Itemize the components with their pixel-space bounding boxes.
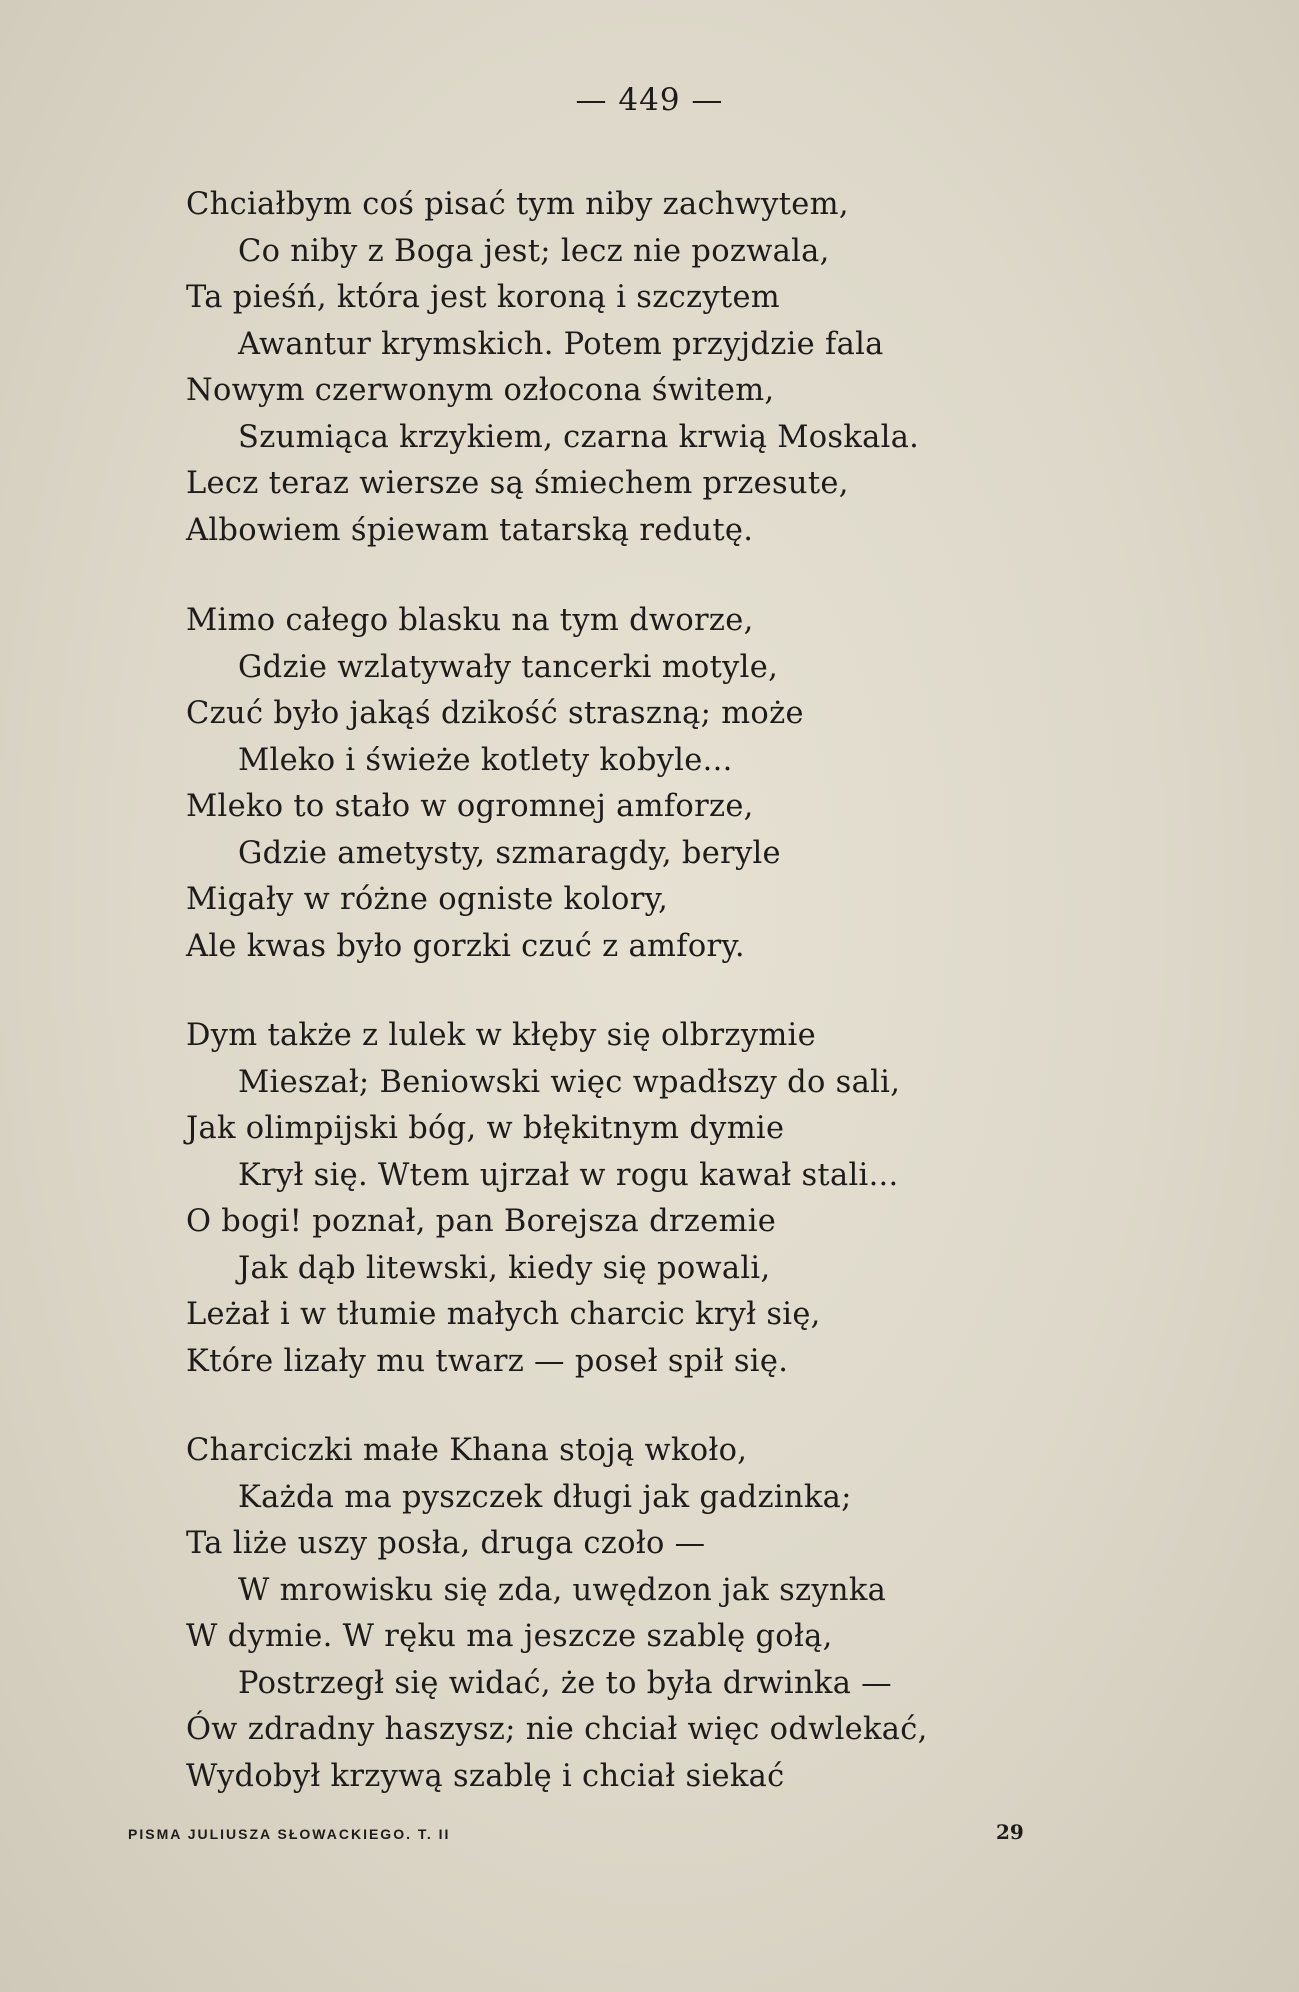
- verse-line: Czuć było jakąś dzikość straszną; może: [186, 696, 804, 731]
- verse-line: Mleko to stało w ogromnej amforze,: [186, 789, 754, 824]
- stanza-4: [186, 1428, 1246, 1800]
- stanza-1: [186, 182, 1246, 554]
- sheet-number: 29: [996, 1820, 1024, 1844]
- footer-signature: PISMA JULIUSZA SŁOWACKIEGO. T. II: [128, 1826, 451, 1842]
- verse-line: Szumiąca krzykiem, czarna krwią Moskala.: [238, 419, 920, 455]
- verse-line: W dymie. W ręku ma jeszcze szablę gołą,: [186, 1619, 833, 1654]
- verse-line: Mieszał; Beniowski więc wpadłszy do sali,: [238, 1064, 901, 1100]
- verse-line: Mimo całego blasku na tym dworze,: [186, 603, 754, 638]
- stanza-2: [186, 598, 1246, 970]
- verse-line: W mrowisku się zda, uwędzon jak szynka: [238, 1572, 887, 1608]
- verse-line: Krył się. Wtem ujrzał w rogu kawał stali...: [238, 1157, 899, 1193]
- verse-line: Ta pieśń, która jest koroną i szczytem: [186, 280, 781, 315]
- verse-line: Lecz teraz wiersze są śmiechem przesute,: [186, 466, 849, 501]
- stanza-3: [186, 1013, 1246, 1385]
- verse-line: Wydobył krzywą szablę i chciał siekać: [186, 1758, 785, 1794]
- verse-line: Leżał i w tłumie małych charcic krył się,: [186, 1297, 821, 1332]
- verse-line: Co niby z Boga jest; lecz nie pozwala,: [238, 233, 830, 269]
- verse-line: O bogi! poznał, pan Borejsza drzemie: [186, 1204, 777, 1239]
- verse-line: Jak dąb litewski, kiedy się powali,: [238, 1250, 771, 1286]
- verse-line: Migały w różne ogniste kolory,: [186, 882, 669, 917]
- page-number: — 449 —: [575, 82, 724, 118]
- verse-line: Ów zdradny haszysz; nie chciał więc odwlekać,: [186, 1712, 928, 1747]
- verse-line: Dym także z lulek w kłęby się olbrzymie: [186, 1018, 816, 1053]
- verse-line: Ta liże uszy posła, druga czoło —: [186, 1526, 706, 1561]
- verse-line: Nowym czerwonym ozłocona świtem,: [186, 373, 775, 408]
- verse-line: Które lizały mu twarz — poseł spił się.: [186, 1343, 789, 1379]
- verse-line: Ale kwas było gorzki czuć z amfory.: [186, 928, 745, 964]
- verse-line: Każda ma pyszczek długi jak gadzinka;: [238, 1479, 852, 1515]
- verse-line: Chciałbym coś pisać tym niby zachwytem,: [186, 187, 849, 222]
- verse-line: Postrzegł się widać, że to była drwinka —: [238, 1665, 892, 1701]
- verse-line: Awantur krymskich. Potem przyjdzie fala: [238, 326, 884, 362]
- verse-line: Jak olimpijski bóg, w błękitnym dymie: [186, 1111, 785, 1146]
- verse-line: Mleko i świeże kotlety kobyle...: [238, 742, 733, 778]
- verse-line: Charciczki małe Khana stoją wkoło,: [186, 1433, 748, 1468]
- verse-line: Gdzie wzlatywały tancerki motyle,: [238, 649, 779, 685]
- verse-line: Gdzie ametysty, szmaragdy, beryle: [238, 835, 781, 871]
- verse-line: Albowiem śpiewam tatarską redutę.: [186, 512, 754, 548]
